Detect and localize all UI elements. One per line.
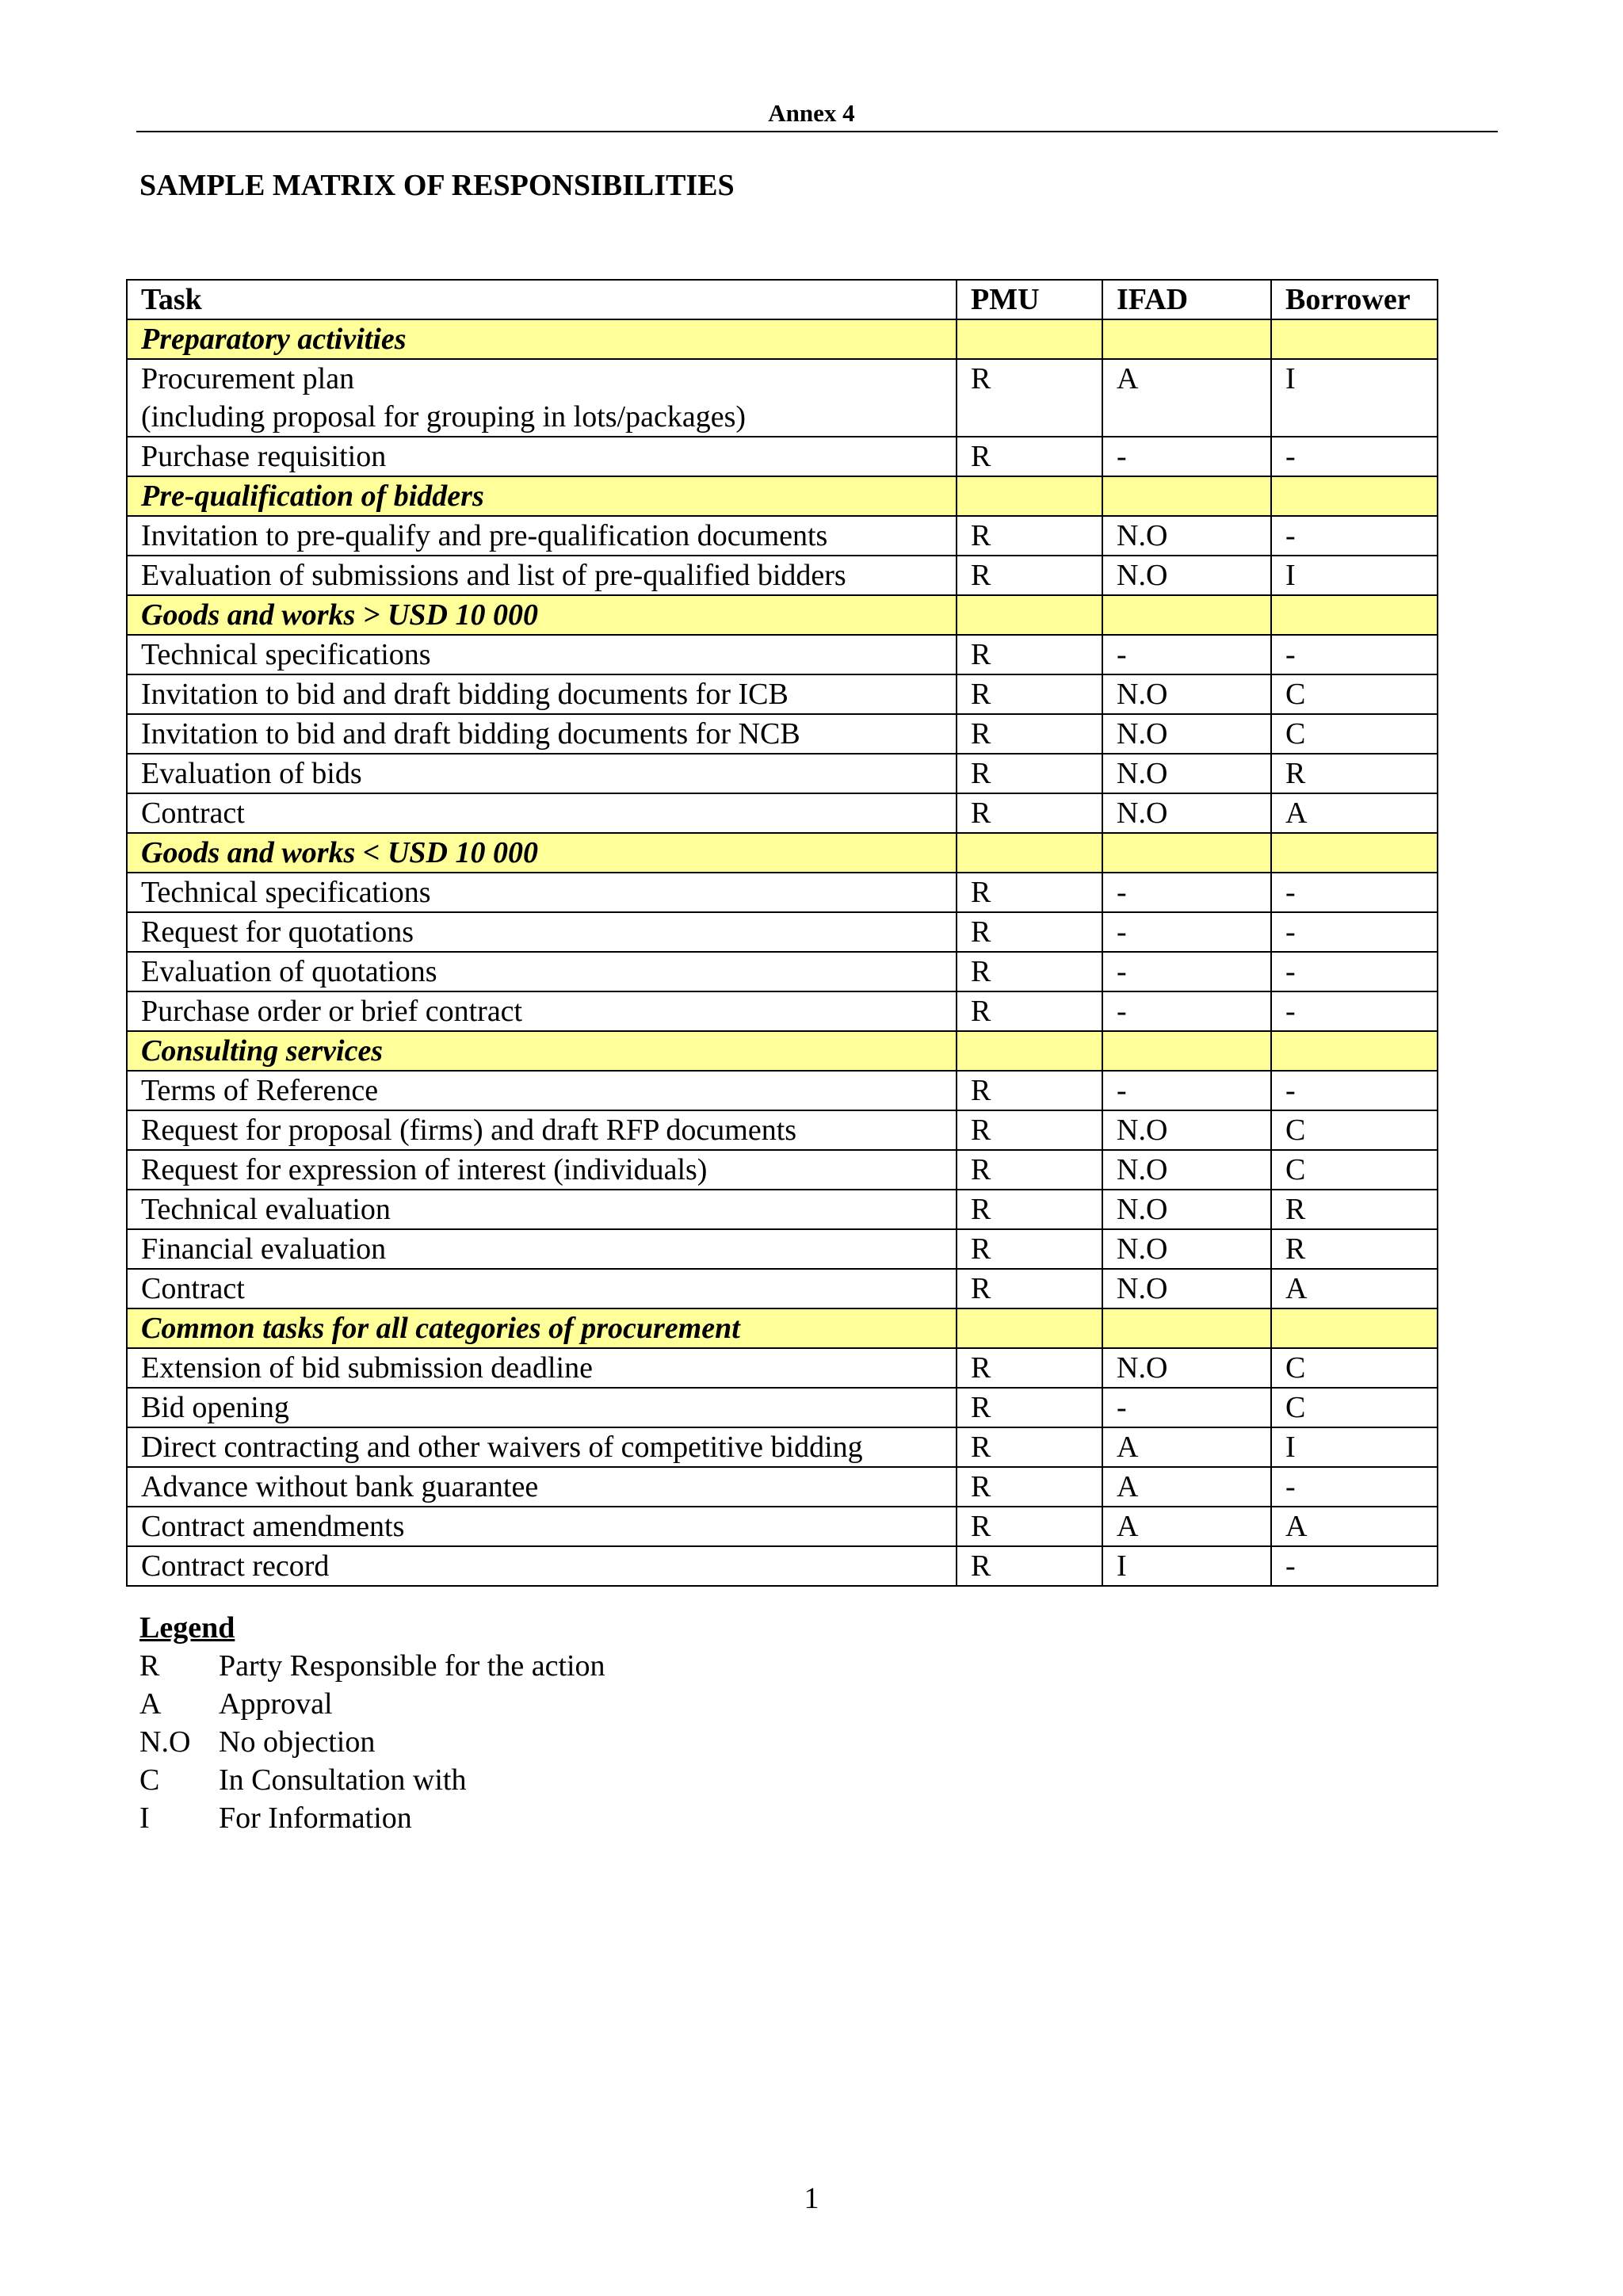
section-empty-cell [1271, 319, 1438, 359]
borrower-cell: C [1271, 1348, 1438, 1388]
task-cell [127, 437, 957, 476]
task-label: Request for proposal (firms) and draft RFP documents [141, 1114, 797, 1147]
ifad-cell: A [1102, 1467, 1271, 1507]
legend-item [139, 1799, 605, 1837]
task-cell [127, 754, 957, 793]
borrower-cell: R [1271, 1190, 1438, 1229]
task-row [127, 1427, 1438, 1467]
pmu-cell: R [957, 1110, 1102, 1150]
section-row [127, 833, 1438, 873]
task-cell [127, 793, 957, 833]
task-label: Purchase order or brief contract [141, 995, 523, 1028]
task-label: Technical evaluation [141, 1193, 391, 1226]
section-empty-cell [1102, 595, 1271, 635]
task-row [127, 1150, 1438, 1190]
ifad-cell: N.O [1102, 1269, 1271, 1308]
borrower-cell: A [1271, 793, 1438, 833]
task-row [127, 873, 1438, 912]
borrower-cell: - [1271, 1546, 1438, 1586]
section-row [127, 319, 1438, 359]
ifad-cell: N.O [1102, 674, 1271, 714]
section-empty-cell [1102, 319, 1271, 359]
task-label-line2: (including proposal for grouping in lots/packages) [141, 400, 747, 434]
task-label: Evaluation of quotations [141, 955, 437, 988]
task-cell [127, 1269, 957, 1308]
task-cell [127, 1071, 957, 1110]
borrower-cell: C [1271, 674, 1438, 714]
task-cell [127, 873, 957, 912]
task-label: Purchase requisition [141, 440, 387, 473]
task-row [127, 1388, 1438, 1427]
task-label: Direct contracting and other waivers of competitive bidding [141, 1431, 863, 1464]
borrower-cell: - [1271, 1467, 1438, 1507]
legend-meaning: Approval [219, 1687, 333, 1721]
section-empty-cell [1102, 476, 1271, 516]
task-row [127, 912, 1438, 952]
section-title: Consulting services [127, 1031, 957, 1071]
task-cell [127, 912, 957, 952]
task-label: Extension of bid submission deadline [141, 1351, 593, 1385]
ifad-cell: A [1102, 1427, 1271, 1467]
pmu-cell: R [957, 437, 1102, 476]
section-empty-cell [1102, 833, 1271, 873]
task-cell [127, 1546, 957, 1586]
pmu-cell: R [957, 635, 1102, 674]
task-cell [127, 952, 957, 991]
task-row [127, 1071, 1438, 1110]
legend-title: Legend [139, 1611, 235, 1645]
section-empty-cell [957, 595, 1102, 635]
task-cell [127, 714, 957, 754]
ifad-cell: - [1102, 952, 1271, 991]
task-label: Technical specifications [141, 876, 431, 909]
pmu-cell: R [957, 1467, 1102, 1507]
section-row [127, 476, 1438, 516]
section-empty-cell [957, 1308, 1102, 1348]
task-cell [127, 516, 957, 556]
section-row [127, 1308, 1438, 1348]
task-cell [127, 1467, 957, 1507]
section-empty-cell [1271, 595, 1438, 635]
task-label: Financial evaluation [141, 1232, 387, 1266]
pmu-cell: R [957, 873, 1102, 912]
pmu-cell: R [957, 1427, 1102, 1467]
pmu-cell: R [957, 359, 1102, 437]
ifad-cell: - [1102, 635, 1271, 674]
responsibility-matrix [126, 279, 1438, 1587]
ifad-cell: N.O [1102, 793, 1271, 833]
borrower-cell: R [1271, 1229, 1438, 1269]
task-row [127, 1110, 1438, 1150]
task-label: Evaluation of submissions and list of pre-qualified bidders [141, 559, 846, 592]
legend-item [139, 1761, 605, 1799]
ifad-cell: - [1102, 1388, 1271, 1427]
annex-label: Annex 4 [768, 99, 855, 127]
ifad-cell: N.O [1102, 556, 1271, 595]
pmu-cell: R [957, 1269, 1102, 1308]
section-title: Pre-qualification of bidders [127, 476, 957, 516]
section-empty-cell [1271, 1031, 1438, 1071]
task-label: Technical specifications [141, 638, 431, 671]
legend-code: A [139, 1687, 162, 1721]
pmu-cell: R [957, 1388, 1102, 1427]
task-row [127, 1467, 1438, 1507]
borrower-cell: R [1271, 754, 1438, 793]
page-number: 1 [804, 2182, 819, 2215]
header-row [127, 280, 1438, 319]
borrower-cell: I [1271, 359, 1438, 437]
ifad-cell: I [1102, 1546, 1271, 1586]
section-empty-cell [957, 476, 1102, 516]
task-cell [127, 1388, 957, 1427]
pmu-cell: R [957, 516, 1102, 556]
legend-items [139, 1647, 605, 1837]
task-row [127, 1546, 1438, 1586]
ifad-cell: A [1102, 1507, 1271, 1546]
section-empty-cell [1271, 833, 1438, 873]
pmu-cell: R [957, 1507, 1102, 1546]
task-label: Request for quotations [141, 915, 414, 949]
legend-item [139, 1685, 605, 1723]
pmu-cell: R [957, 674, 1102, 714]
legend-meaning: Party Responsible for the action [219, 1649, 605, 1683]
borrower-cell: C [1271, 1150, 1438, 1190]
pmu-cell: R [957, 1150, 1102, 1190]
pmu-cell: R [957, 714, 1102, 754]
legend-code: R [139, 1649, 160, 1683]
task-row [127, 754, 1438, 793]
ifad-cell: N.O [1102, 754, 1271, 793]
ifad-cell: - [1102, 1071, 1271, 1110]
task-cell [127, 556, 957, 595]
task-row [127, 1269, 1438, 1308]
task-label: Terms of Reference [141, 1074, 379, 1107]
column-header-borrower: Borrower [1271, 280, 1438, 319]
column-header-pmu: PMU [957, 280, 1102, 319]
pmu-cell: R [957, 952, 1102, 991]
section-empty-cell [957, 319, 1102, 359]
borrower-cell: C [1271, 1110, 1438, 1150]
borrower-cell: - [1271, 437, 1438, 476]
legend-code: N.O [139, 1725, 191, 1759]
task-cell [127, 674, 957, 714]
task-cell [127, 1229, 957, 1269]
section-empty-cell [957, 1031, 1102, 1071]
section-empty-cell [1102, 1308, 1271, 1348]
ifad-cell: - [1102, 873, 1271, 912]
header-rule [136, 131, 1498, 132]
section-row [127, 1031, 1438, 1071]
task-label: Invitation to bid and draft bidding documents for NCB [141, 717, 800, 751]
section-empty-cell [1271, 1308, 1438, 1348]
task-row [127, 1190, 1438, 1229]
pmu-cell: R [957, 793, 1102, 833]
task-cell [127, 1150, 957, 1190]
task-row [127, 991, 1438, 1031]
borrower-cell: A [1271, 1269, 1438, 1308]
task-label: Invitation to bid and draft bidding documents for ICB [141, 678, 789, 711]
section-row [127, 595, 1438, 635]
section-empty-cell [1271, 476, 1438, 516]
ifad-cell: - [1102, 991, 1271, 1031]
task-label: Contract [141, 797, 245, 830]
borrower-cell: A [1271, 1507, 1438, 1546]
pmu-cell: R [957, 754, 1102, 793]
borrower-cell: I [1271, 1427, 1438, 1467]
ifad-cell: N.O [1102, 516, 1271, 556]
ifad-cell: - [1102, 912, 1271, 952]
task-row [127, 1507, 1438, 1546]
ifad-cell: N.O [1102, 714, 1271, 754]
legend-meaning: In Consultation with [219, 1763, 467, 1797]
task-label: Advance without bank guarantee [141, 1470, 539, 1503]
ifad-cell: N.O [1102, 1348, 1271, 1388]
legend [139, 1609, 605, 1837]
task-label: Procurement plan [141, 362, 355, 395]
column-header-task: Task [127, 280, 957, 319]
task-cell [127, 1190, 957, 1229]
task-row [127, 516, 1438, 556]
legend-item [139, 1723, 605, 1761]
borrower-cell: - [1271, 912, 1438, 952]
task-label: Invitation to pre-qualify and pre-qualification documents [141, 519, 828, 552]
task-cell [127, 1348, 957, 1388]
section-title: Goods and works < USD 10 000 [127, 833, 957, 873]
borrower-cell: I [1271, 556, 1438, 595]
pmu-cell: R [957, 1546, 1102, 1586]
pmu-cell: R [957, 1190, 1102, 1229]
pmu-cell: R [957, 556, 1102, 595]
pmu-cell: R [957, 991, 1102, 1031]
task-row [127, 437, 1438, 476]
legend-code: C [139, 1763, 160, 1797]
legend-meaning: For Information [219, 1801, 412, 1835]
section-empty-cell [957, 833, 1102, 873]
task-label: Request for expression of interest (individuals) [141, 1153, 708, 1186]
legend-meaning: No objection [219, 1725, 376, 1759]
page-title: SAMPLE MATRIX OF RESPONSIBILITIES [139, 169, 735, 202]
task-cell [127, 991, 957, 1031]
legend-code: I [139, 1801, 150, 1835]
column-header-ifad: IFAD [1102, 280, 1271, 319]
task-row [127, 1229, 1438, 1269]
borrower-cell: C [1271, 1388, 1438, 1427]
borrower-cell: - [1271, 516, 1438, 556]
borrower-cell: - [1271, 1071, 1438, 1110]
task-row [127, 793, 1438, 833]
section-title: Common tasks for all categories of procurement [127, 1308, 957, 1348]
pmu-cell: R [957, 1071, 1102, 1110]
ifad-cell: A [1102, 359, 1271, 437]
pmu-cell: R [957, 1348, 1102, 1388]
borrower-cell: C [1271, 714, 1438, 754]
pmu-cell: R [957, 1229, 1102, 1269]
task-label: Contract record [141, 1549, 330, 1583]
borrower-cell: - [1271, 635, 1438, 674]
pmu-cell: R [957, 912, 1102, 952]
legend-item [139, 1647, 605, 1685]
task-row [127, 674, 1438, 714]
task-row [127, 359, 1438, 437]
section-empty-cell [1102, 1031, 1271, 1071]
ifad-cell: N.O [1102, 1190, 1271, 1229]
task-label: Contract [141, 1272, 245, 1305]
task-label: Contract amendments [141, 1510, 405, 1543]
borrower-cell: - [1271, 952, 1438, 991]
task-label: Bid opening [141, 1391, 289, 1424]
task-cell [127, 1427, 957, 1467]
ifad-cell: N.O [1102, 1150, 1271, 1190]
task-label: Evaluation of bids [141, 757, 362, 790]
matrix-body [127, 319, 1438, 1586]
ifad-cell: N.O [1102, 1110, 1271, 1150]
ifad-cell: N.O [1102, 1229, 1271, 1269]
task-cell [127, 635, 957, 674]
task-cell [127, 359, 957, 437]
task-row [127, 1348, 1438, 1388]
section-title: Goods and works > USD 10 000 [127, 595, 957, 635]
borrower-cell: - [1271, 991, 1438, 1031]
task-cell [127, 1110, 957, 1150]
section-title: Preparatory activities [127, 319, 957, 359]
ifad-cell: - [1102, 437, 1271, 476]
task-row [127, 635, 1438, 674]
borrower-cell: - [1271, 873, 1438, 912]
task-cell [127, 1507, 957, 1546]
task-row [127, 952, 1438, 991]
task-row [127, 714, 1438, 754]
task-row [127, 556, 1438, 595]
